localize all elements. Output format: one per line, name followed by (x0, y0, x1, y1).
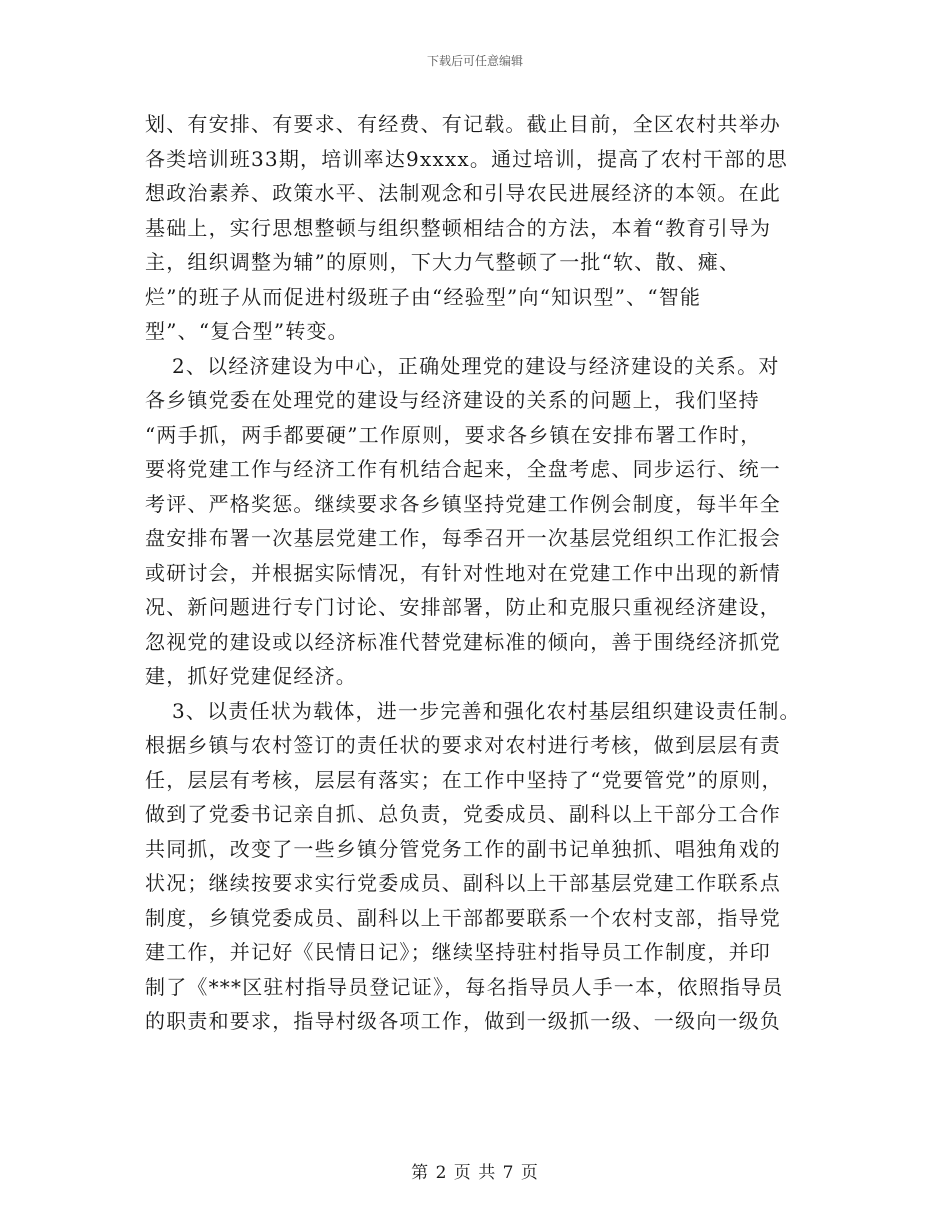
text-line: 各类培训班33期，培训率达9xxxx。通过培训，提高了农村干部的思 (145, 146, 788, 171)
text-line: 任，层层有考核，层层有落实；在工作中坚持了“党要管党”的原则， (145, 767, 783, 792)
text-line: 制度，乡镇党委成员、副科以上干部都要联系一个农村支部，指导党 (145, 905, 781, 930)
text-line: 共同抓，改变了一些乡镇分管党务工作的副书记单独抓、唱独角戏的 (145, 836, 781, 861)
page-header: 下载后可任意编辑 (426, 54, 523, 68)
paragraph-start-line: 2、以经济建设为中心，正确处理党的建设与经济建设的关系。对 (172, 353, 780, 378)
text-line: 制了《***区驻村指导员登记证》，每名指导员人手一本，依照指导员 (145, 974, 784, 999)
text-line: 盘安排布署一次基层党建工作，每季召开一次基层党组织工作汇报会 (145, 526, 781, 550)
text-line: 况、新问题进行专门讨论、安排部署，防止和克服只重视经济建设， (145, 595, 781, 619)
text-line: 的职责和要求，指导村级各项工作，做到一级抓一级、一级向一级负 (145, 1009, 781, 1033)
text-line: 或研讨会，并根据实际情况，有针对性地对在党建工作中出现的新情 (145, 560, 781, 585)
text-line: 考评、严格奖惩。继续要求各乡镇坚持党建工作例会制度，每半年全 (145, 491, 781, 516)
paragraph-start-line: 3、以责任状为载体，进一步完善和强化农村基层组织建设责任制。 (172, 698, 801, 723)
text-line: 建工作，并记好《民情日记》；继续坚持驻村指导员工作制度，并印 (145, 940, 771, 964)
text-line: “两手抓，两手都要硬”工作原则，要求各乡镇在安排布署工作时， (145, 422, 762, 447)
text-line: 各乡镇党委在处理党的建设与经济建设的关系的问题上，我们坚持 (145, 388, 760, 412)
text-line: 根据乡镇与农村签订的责任状的要求对农村进行考核，做到层层有责 (145, 733, 781, 757)
text-line: 做到了党委书记亲自抓、总负责，党委成员、副科以上干部分工合作 (145, 802, 781, 826)
text-line: 忽视党的建设或以经济标准代替党建标准的倾向，善于围绕经济抓党 (145, 629, 781, 654)
text-line: 要将党建工作与经济工作有机结合起来，全盘考虑、同步运行、统一 (145, 457, 781, 481)
text-line: 想政治素养、政策水平、法制观念和引导农民进展经济的本领。在此 (145, 181, 781, 205)
text-line: 基础上，实行思想整顿与组织整顿相结合的方法，本着“教育引导为 (145, 215, 772, 240)
text-line: 主，组织调整为辅”的原则，下大力气整顿了一批“软、散、瘫、 (145, 250, 741, 274)
document-body (145, 107, 940, 1039)
text-line: 状况；继续按要求实行党委成员、副科以上干部基层党建工作联系点 (145, 871, 781, 895)
text-line: 划、有安排、有要求、有经费、有记载。截止目前，全区农村共举办 (145, 112, 781, 136)
text-line: 型”、“复合型”转变。 (145, 319, 349, 343)
text-line: 建，抓好党建促经济。 (145, 664, 357, 688)
page-number-footer: 第 2 页 共 7 页 (411, 1163, 539, 1183)
text-line: 烂”的班子从而促进村级班子由“经验型”向“知识型”、“智能 (145, 284, 702, 309)
